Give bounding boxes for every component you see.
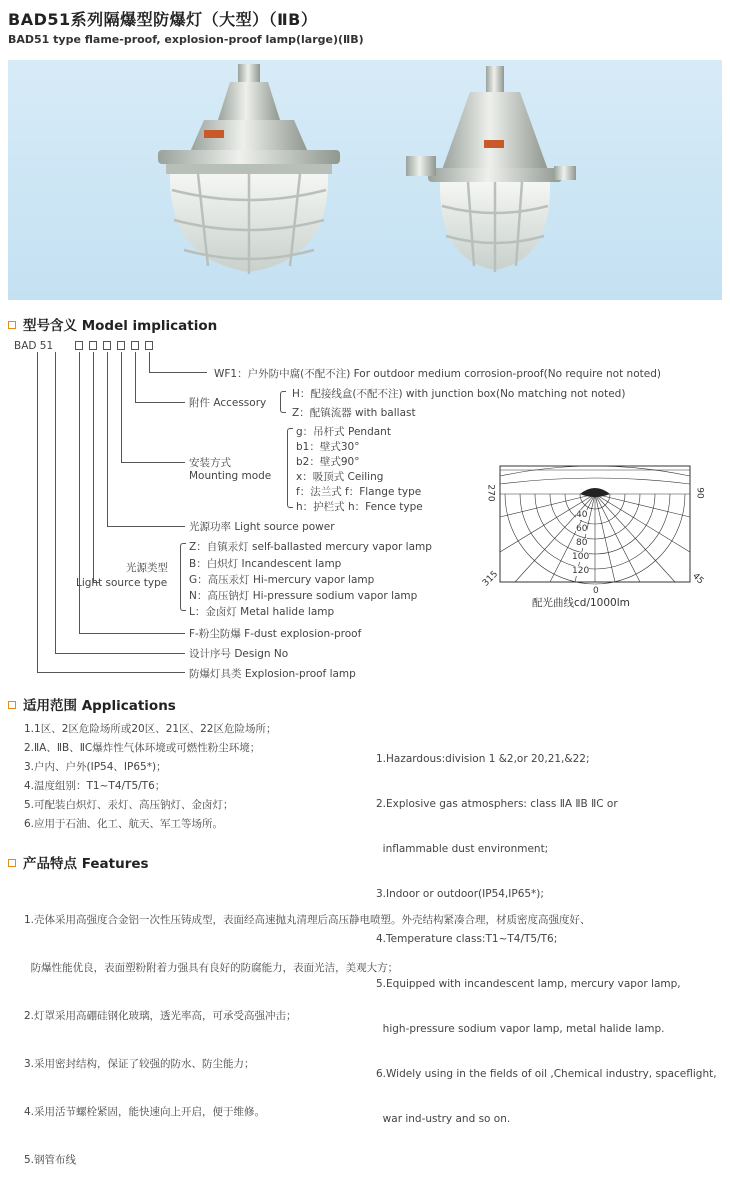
wf1-label: WF1：户外防中腐(不配不注) For outdoor medium corrosion-proof(No require not noted): [214, 368, 661, 380]
list-item: 5.可配装白炽灯、汞灯、高压钠灯、金卤灯；: [24, 799, 234, 811]
radial-label: 60: [576, 524, 588, 534]
light-item: B：白炽灯 Incandescent lamp: [189, 558, 342, 570]
angle-label: 45: [690, 571, 706, 587]
accessory-label: 附件 Accessory: [189, 397, 267, 409]
polar-caption: 配光曲线cd/1000lm: [532, 597, 630, 609]
section-heading-applications: 适用范围 Applications: [8, 694, 176, 714]
bullet-square-icon: [8, 701, 16, 709]
code-box: [131, 341, 139, 350]
list-item: 3.采用密封结构，保证了较强的防水、防尘能力；: [24, 1058, 255, 1070]
design-label: 设计序号 Design No: [189, 648, 289, 660]
angle-label: 315: [480, 569, 501, 589]
mount-label-en: Mounting mode: [189, 470, 272, 482]
product-photo-illustration: [8, 60, 722, 300]
angle-label: 0: [593, 586, 599, 596]
section-heading-features: 产品特点 Features: [8, 852, 149, 872]
accessory-h: H：配接线盒(不配不注) with junction box(No matching not noted): [292, 388, 626, 400]
list-item: 3.户内、户外(IP54、IP65*)；: [24, 761, 167, 773]
product-photo: [8, 60, 722, 300]
radial-label: 100: [572, 552, 590, 562]
light-label-en: Light source type: [76, 577, 168, 589]
light-item: L：金卤灯 Metal halide lamp: [189, 606, 335, 618]
list-item: 2.ⅡA、ⅡB、ⅡC爆炸性气体环境或可燃性粉尘环境；: [24, 742, 261, 754]
lamp-class-label: 防爆灯具类 Explosion-proof lamp: [189, 668, 356, 680]
section-heading-model: 型号含义 Model implication: [8, 314, 217, 334]
list-item: 2.灯罩采用高硼硅钢化玻璃，透光率高，可承受高强冲击；: [24, 1010, 297, 1022]
list-item: 1.壳体采用高强度合金铝一次性压铸成型，表面经高速抛丸清理后高压静电喷塑。外壳结构紧凑合理，材质密度高强度好、: [24, 914, 591, 926]
code-box: [89, 341, 97, 350]
light-item: N：高压钠灯 Hi-pressure sodium vapor lamp: [189, 590, 418, 602]
radial-label: 120: [572, 566, 590, 576]
mount-item: b1：壁式30°: [296, 441, 360, 453]
list-item: inflammable dust environment;: [376, 843, 549, 855]
list-item: 2.Explosive gas atmosphers: class ⅡA ⅡB ⅡC or: [376, 798, 618, 810]
list-item: 防爆性能优良，表面塑粉附着力强具有良好的防腐能力，表面光洁，美观大方；: [24, 962, 399, 974]
lamp-right-image: [406, 66, 576, 272]
mount-item: h：护栏式 h：Fence type: [296, 501, 423, 513]
code-box: [75, 341, 83, 350]
bullet-square-icon: [8, 859, 16, 867]
list-item: 1.Hazardous:division 1 &2,or 20,21,&22;: [376, 753, 590, 765]
list-item: 5.Equipped with incandescent lamp, mercury vapor lamp,: [376, 978, 681, 990]
polar-diagram: [480, 462, 710, 612]
mount-item: f：法兰式 f：Flange type: [296, 486, 422, 498]
list-item: 6.Widely using in the fields of oil ,Chemical industry, spaceflight,: [376, 1068, 717, 1080]
radial-label: 80: [576, 538, 588, 548]
angle-label: 90: [694, 487, 705, 499]
list-item: 5.钢管布线: [24, 1154, 77, 1166]
accessory-z: Z：配镇流器 with ballast: [292, 407, 416, 419]
light-item: Z：自镇汞灯 self-ballasted mercury vapor lamp: [189, 541, 432, 553]
mount-item: x：吸顶式 Ceiling: [296, 471, 384, 483]
list-item: 3.Indoor or outdoor(IP54,IP65*);: [376, 888, 544, 900]
fdust-label: F-粉尘防爆 F-dust explosion-proof: [189, 628, 362, 640]
list-item: 6.应用于石油、化工、航天、军工等场所。: [24, 818, 224, 830]
angle-label: 270: [485, 484, 496, 502]
light-item: G：高压汞灯 Hi-mercury vapor lamp: [189, 574, 375, 586]
model-code: BAD 51: [14, 340, 54, 352]
mount-item: b2：壁式90°: [296, 456, 360, 468]
mount-item: g：吊杆式 Pendant: [296, 426, 391, 438]
mount-label-cn: 安装方式: [189, 457, 231, 469]
features-list: [24, 880, 591, 1184]
list-item: 1.1区、2区危险场所或20区、21区、22区危险场所；: [24, 723, 277, 735]
list-item: war ind-ustry and so on.: [376, 1113, 511, 1125]
page-subtitle: BAD51 type flame-proof, explosion-proof lamp(large)(ⅡB): [8, 33, 364, 46]
list-item: high-pressure sodium vapor lamp, metal halide lamp.: [376, 1023, 665, 1035]
page-title: BAD51系列隔爆型防爆灯（大型）（ⅡB）: [8, 10, 318, 29]
code-box: [103, 341, 111, 350]
code-box: [117, 341, 125, 350]
applications-cn: [24, 722, 276, 836]
list-item: 4.采用活节螺栓紧固，能快速向上开启，便于维修。: [24, 1106, 266, 1118]
list-item: 4.温度组别：T1~T4/T5/T6；: [24, 780, 166, 792]
code-box: [145, 341, 153, 350]
radial-label: 40: [576, 510, 588, 520]
light-label-cn: 光源类型: [126, 562, 168, 574]
light-power: 光源功率 Light source power: [189, 521, 335, 533]
bullet-square-icon: [8, 321, 16, 329]
lamp-left-image: [158, 64, 340, 274]
list-item: 4.Temperature class:T1~T4/T5/T6;: [376, 933, 558, 945]
